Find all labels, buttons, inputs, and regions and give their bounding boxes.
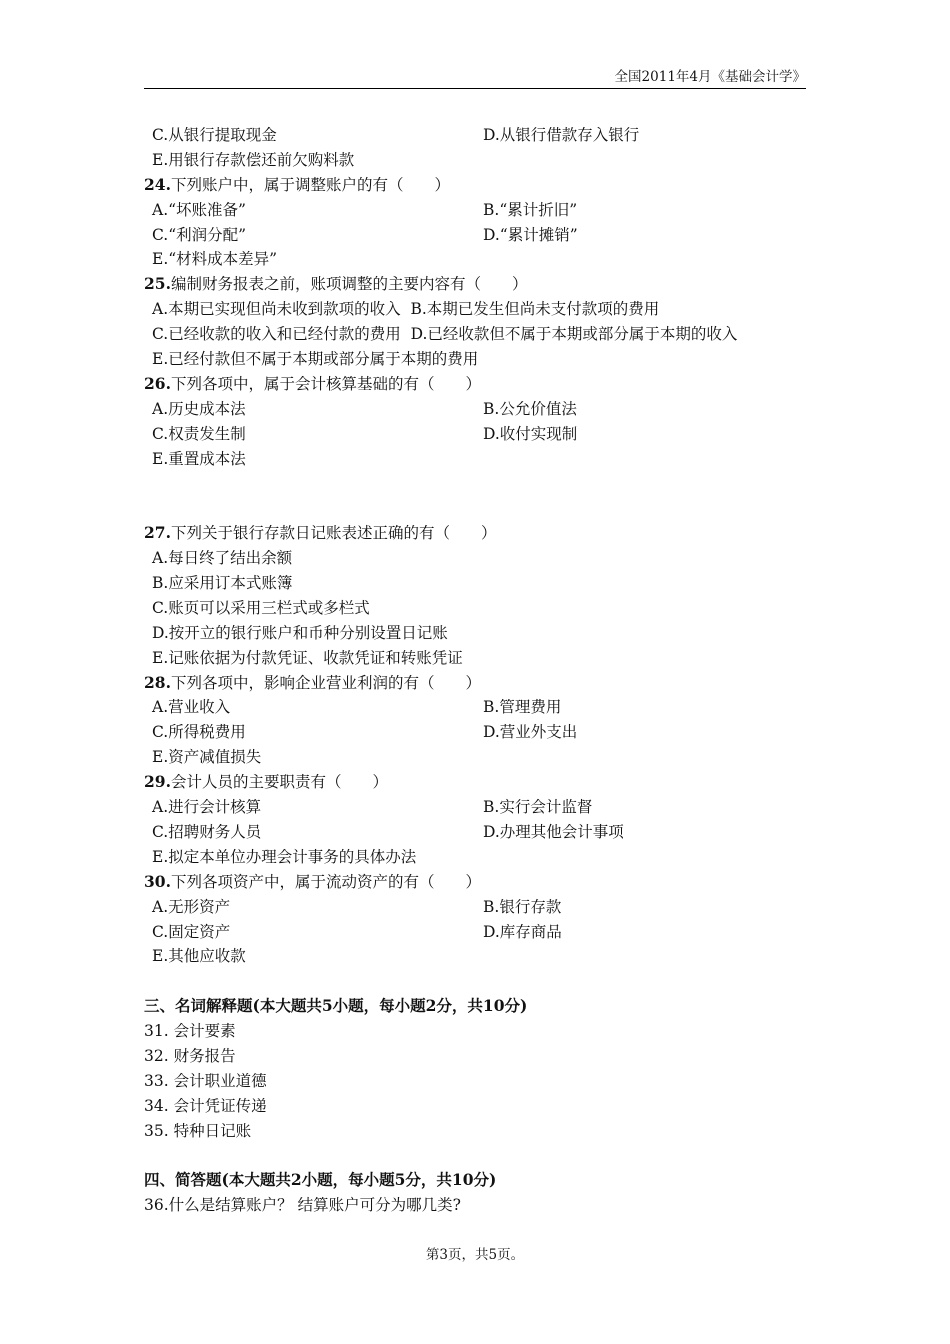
q29-option-b: B.实行会计监督 [483, 798, 593, 817]
q27-number: 27. [144, 523, 171, 543]
q30-option-e: E.其他应收款 [152, 947, 246, 966]
q26-option-b: B.公允价值法 [483, 399, 577, 418]
q26-option-a: A.历史成本法 [152, 399, 246, 418]
q28-option-d: D.营业外支出 [483, 723, 578, 742]
q28-option-e: E.资产减值损失 [152, 748, 262, 767]
q28-number: 28. [144, 672, 171, 692]
q26-options-ab [144, 397, 806, 422]
q27-option-b: B.应采用订本式账簿 [152, 574, 293, 593]
term-item-35: 35. 特种日记账 [144, 1121, 252, 1140]
q23-options-cd [144, 123, 806, 148]
page-header: 全国2011年4月《基础会计学》 [614, 69, 806, 85]
q26-number: 26. [144, 373, 171, 393]
q24-number: 24. [144, 174, 171, 194]
q27-option-c: C.账页可以采用三栏式或多栏式 [152, 598, 370, 617]
q28-stem [144, 671, 806, 696]
q24-text: 下列账户中，属于调整账户的有（ ） [170, 175, 450, 194]
q36-stem: 36.什么是结算账户？ 结算账户可分为哪几类? [144, 1196, 461, 1215]
q24-option-a: A.“坏账准备” [152, 200, 246, 219]
q30-stem [144, 870, 806, 895]
spacer [144, 969, 806, 994]
q25-option-d: D.已经收款但不属于本期或部分属于本期的收入 [410, 325, 738, 344]
spacer [144, 1144, 806, 1169]
q26-option-c: C.权责发生制 [152, 424, 246, 443]
q26-option-e: E.重置成本法 [152, 449, 246, 468]
q26-stem [144, 372, 806, 397]
q23-option-e: E.用银行存款偿还前欠购料款 [152, 150, 355, 169]
q30-options-cd [144, 920, 806, 945]
q30-option-a: A.无形资产 [152, 897, 231, 916]
term-item-33: 33. 会计职业道德 [144, 1071, 267, 1090]
q25-text: 编制财务报表之前，账项调整的主要内容有（ ） [170, 275, 528, 294]
q30-number: 30. [144, 871, 171, 891]
q27-option-a: A.每日终了结出余额 [152, 549, 293, 568]
section-4-heading: 四、简答题(本大题共2小题，每小题5分，共10分) [144, 1170, 497, 1190]
q27-text: 下列关于银行存款日记账表述正确的有（ ） [170, 524, 497, 543]
q28-options-cd [144, 720, 806, 745]
exam-content [144, 123, 806, 1218]
term-item-32: 32. 财务报告 [144, 1046, 236, 1065]
q27-stem [144, 521, 806, 546]
q28-text: 下列各项中，影响企业营业利润的有（ ） [170, 673, 481, 692]
q25-option-b: B.本期已发生但尚未支付款项的费用 [410, 300, 660, 319]
q28-option-a: A.营业收入 [152, 698, 231, 717]
q23-option-d: D.从银行借款存入银行 [483, 126, 640, 144]
q26-option-d: D.收付实现制 [483, 424, 578, 443]
q25-options-ab [144, 297, 806, 322]
page-footer: 第3页，共5页。 [425, 1247, 525, 1263]
term-item-34: 34. 会计凭证传递 [144, 1096, 267, 1115]
q24-options-ab [144, 198, 806, 223]
q25-stem [144, 272, 806, 297]
q27-option-e: E.记账依据为付款凭证、收款凭证和转账凭证 [152, 648, 463, 667]
q30-option-d: D.库存商品 [483, 922, 562, 941]
q24-options-cd [144, 223, 806, 248]
q23-option-c: C.从银行提取现金 [152, 126, 277, 144]
q29-options-ab [144, 795, 806, 820]
q29-option-e: E.拟定本单位办理会计事务的具体办法 [152, 847, 417, 866]
q28-options-ab [144, 695, 806, 720]
q29-stem [144, 770, 806, 795]
term-item-31: 31. 会计要素 [144, 1022, 236, 1041]
q27-option-d: D.按开立的银行账户和币种分别设置日记账 [152, 623, 448, 642]
section-3-heading: 三、名词解释题(本大题共5小题，每小题2分，共10分) [144, 996, 528, 1016]
q30-text: 下列各项资产中，属于流动资产的有（ ） [170, 872, 481, 891]
q24-option-c: C.“利润分配” [152, 225, 247, 244]
spacer [144, 496, 806, 521]
q24-option-d: D.“累计摊销” [483, 225, 578, 244]
q29-option-a: A.进行会计核算 [152, 798, 262, 817]
q25-option-c: C.已经收款的收入和已经付款的费用 [152, 325, 401, 344]
q28-option-c: C.所得税费用 [152, 723, 246, 742]
q30-option-b: B.银行存款 [483, 897, 562, 916]
q29-number: 29. [144, 772, 171, 792]
q25-option-a: A.本期已实现但尚未收到款项的收入 [152, 300, 401, 319]
q25-option-e: E.已经付款但不属于本期或部分属于本期的费用 [152, 350, 479, 369]
q29-text: 会计人员的主要职责有（ ） [170, 773, 388, 792]
q30-options-ab [144, 895, 806, 920]
q24-option-e: E.“材料成本差异” [152, 250, 278, 269]
header-rule [144, 88, 806, 89]
q29-option-c: C.招聘财务人员 [152, 822, 262, 841]
q29-option-d: D.办理其他会计事项 [483, 822, 624, 841]
q24-stem [144, 173, 806, 198]
spacer [144, 471, 806, 496]
q30-option-c: C.固定资产 [152, 922, 231, 941]
q29-options-cd [144, 820, 806, 845]
q26-text: 下列各项中，属于会计核算基础的有（ ） [170, 374, 481, 393]
q25-number: 25. [144, 274, 171, 294]
q24-option-b: B.“累计折旧” [483, 200, 578, 219]
q28-option-b: B.管理费用 [483, 698, 562, 717]
q26-options-cd [144, 422, 806, 447]
q25-options-cd [144, 322, 806, 347]
